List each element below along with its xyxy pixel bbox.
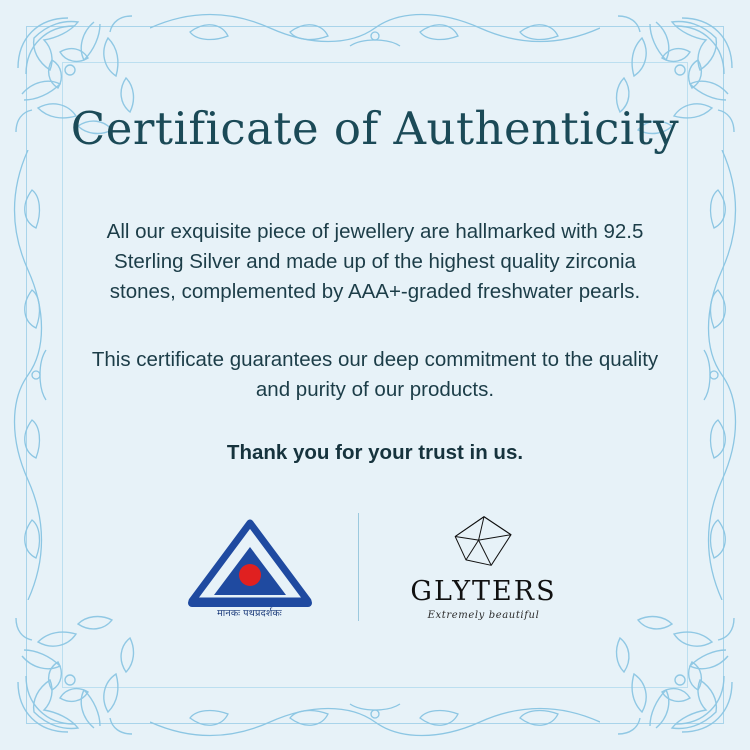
certificate-body — [80, 217, 670, 405]
logo-row — [182, 513, 569, 621]
certificate-content — [70, 84, 680, 666]
body-paragraph-2: This certificate guarantees our deep commitment to the quality and purity of our products. — [91, 348, 659, 401]
isi-mark-icon — [182, 513, 318, 621]
edge-ornament-icon — [150, 684, 600, 744]
diamond-icon — [448, 513, 520, 569]
isi-hallmark-logo — [182, 513, 318, 621]
glyters-logo — [399, 513, 569, 621]
isi-caption: मानकः पथप्रदर्शकः — [217, 608, 282, 619]
edge-ornament-icon — [6, 150, 66, 600]
logo-divider — [358, 513, 359, 621]
page-title: Certificate of Authenticity — [70, 102, 680, 155]
edge-ornament-icon — [684, 150, 744, 600]
brand-tagline: Extremely beautiful — [427, 610, 540, 621]
closing-statement: Thank you for your trust in us. — [226, 441, 524, 464]
brand-name: GLYTERS — [410, 576, 557, 607]
body-paragraph-1: All our exquisite piece of jewellery are hallmarked with 92.5 Sterling Silver and made up of the highest quality zirconia stones, complemented by AAA+-graded freshwater pearls. — [106, 220, 644, 303]
edge-ornament-icon — [150, 6, 600, 66]
